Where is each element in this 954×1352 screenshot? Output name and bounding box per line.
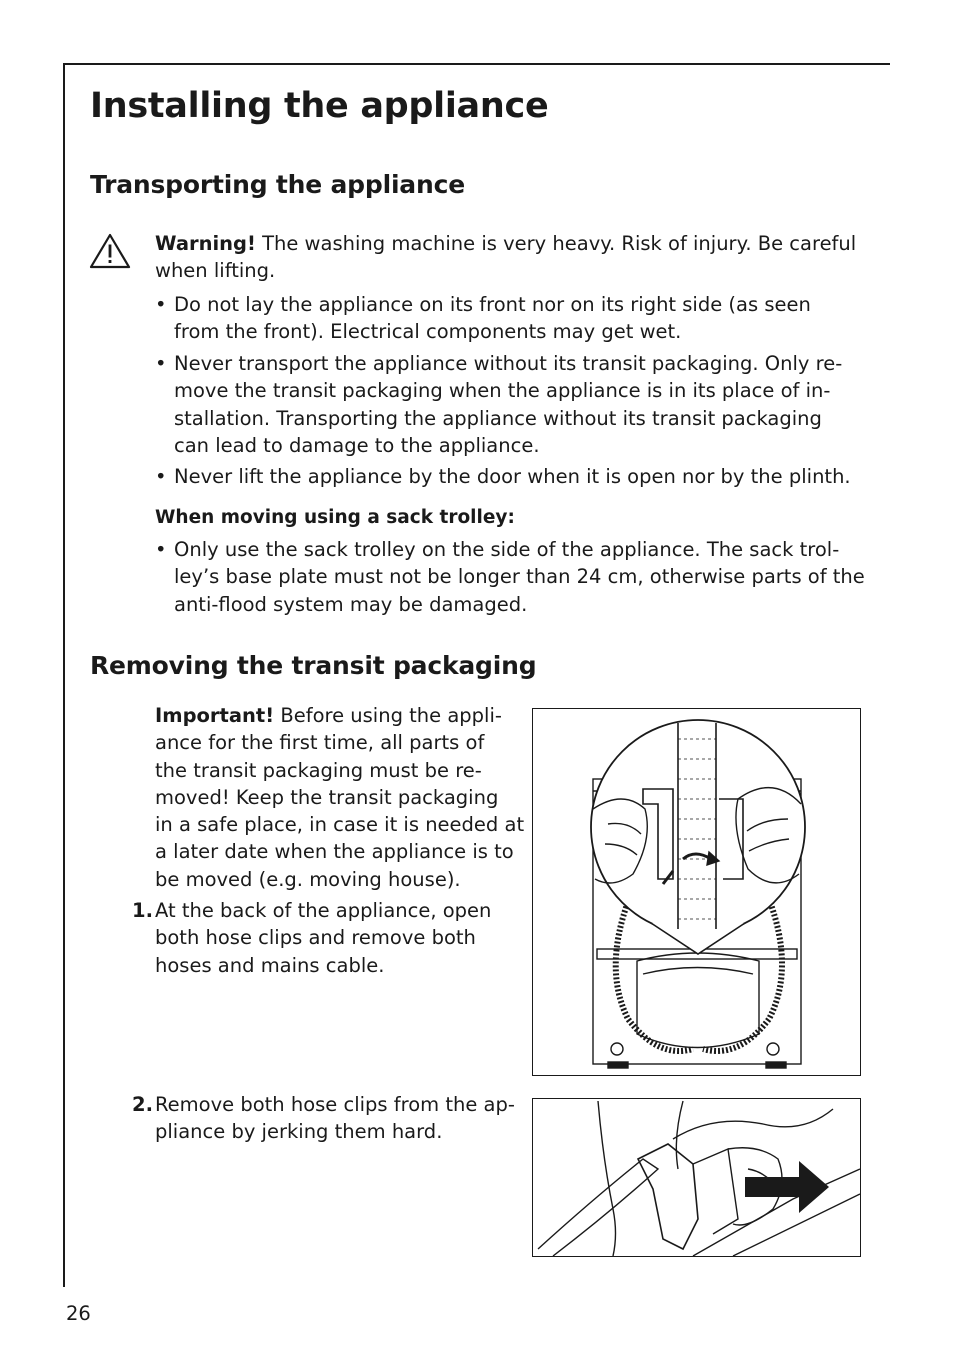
warning-label: Warning!	[155, 232, 256, 255]
step-line: both hose clips and remove both	[155, 926, 476, 950]
bullet-dot: •	[155, 352, 167, 375]
bullet-line: Only use the sack trolley on the side of the appliance. The sack trol-	[174, 538, 840, 561]
important-line: ance for the first time, all parts of	[155, 731, 485, 755]
bullet-line: can lead to damage to the appliance.	[174, 433, 540, 457]
important-line: be moved (e.g. moving house).	[155, 867, 461, 891]
section-heading-transporting: Transporting the appliance	[90, 170, 465, 199]
bullet-dot: •	[155, 465, 167, 488]
warning-text-1: The washing machine is very heavy. Risk of injury. Be careful	[255, 232, 857, 255]
step-line: pliance by jerking them hard.	[155, 1120, 443, 1144]
step-1-text	[155, 897, 525, 979]
important-line: in a safe place, in case it is needed at	[155, 813, 525, 837]
frame-left-rule	[63, 63, 65, 1287]
step-line: Remove both hose clips from the ap-	[155, 1093, 515, 1116]
step-2-text	[155, 1091, 525, 1146]
important-paragraph	[155, 702, 525, 893]
figure-remove-hose-clip	[532, 1098, 861, 1257]
bullet-line: Never transport the appliance without its transit packaging. Only re-	[174, 352, 843, 375]
bullet-line: ley’s base plate must not be longer than 24 cm, otherwise parts of the	[174, 565, 865, 589]
step-line: hoses and mains cable.	[155, 953, 385, 977]
warning-triangle-icon	[88, 232, 132, 270]
bullet-line: stallation. Transporting the appliance without its transit packaging	[174, 406, 822, 430]
warning-line-2: when lifting.	[155, 259, 276, 282]
bullet-line: Never lift the appliance by the door when it is open nor by the plinth.	[174, 465, 851, 488]
step-line: At the back of the appliance, open	[155, 899, 492, 922]
important-line: moved! Keep the transit packaging	[155, 785, 499, 809]
bullet-line: move the transit packaging when the appliance is in its place of in-	[174, 379, 831, 403]
bullet-dot: •	[155, 538, 167, 561]
bullet-line: from the front). Electrical components may get wet.	[174, 320, 682, 344]
remove-hose-clip-illustration	[533, 1099, 860, 1256]
frame-top-rule	[65, 63, 890, 65]
hose-clip-back-illustration	[533, 709, 860, 1075]
bullet-line: Do not lay the appliance on its front nor on its right side (as seen	[174, 293, 811, 316]
step-1-number: 1.	[132, 899, 153, 922]
important-line: the transit packaging must be re-	[155, 758, 482, 782]
important-line: Important! Before using the appli-	[155, 704, 502, 727]
page-title: Installing the appliance	[90, 86, 549, 126]
warning-line-1	[155, 230, 856, 257]
trolley-subheading: When moving using a sack trolley:	[155, 507, 515, 528]
figure-hose-clips-back	[532, 708, 861, 1076]
important-label: Important!	[155, 704, 275, 727]
bullet-dot: •	[155, 293, 167, 316]
important-line: a later date when the appliance is to	[155, 840, 514, 864]
step-2-number: 2.	[132, 1093, 153, 1116]
page-number: 26	[66, 1302, 91, 1325]
bullet-line: anti-flood system may be damaged.	[174, 592, 528, 616]
section-heading-removing: Removing the transit packaging	[90, 651, 537, 680]
